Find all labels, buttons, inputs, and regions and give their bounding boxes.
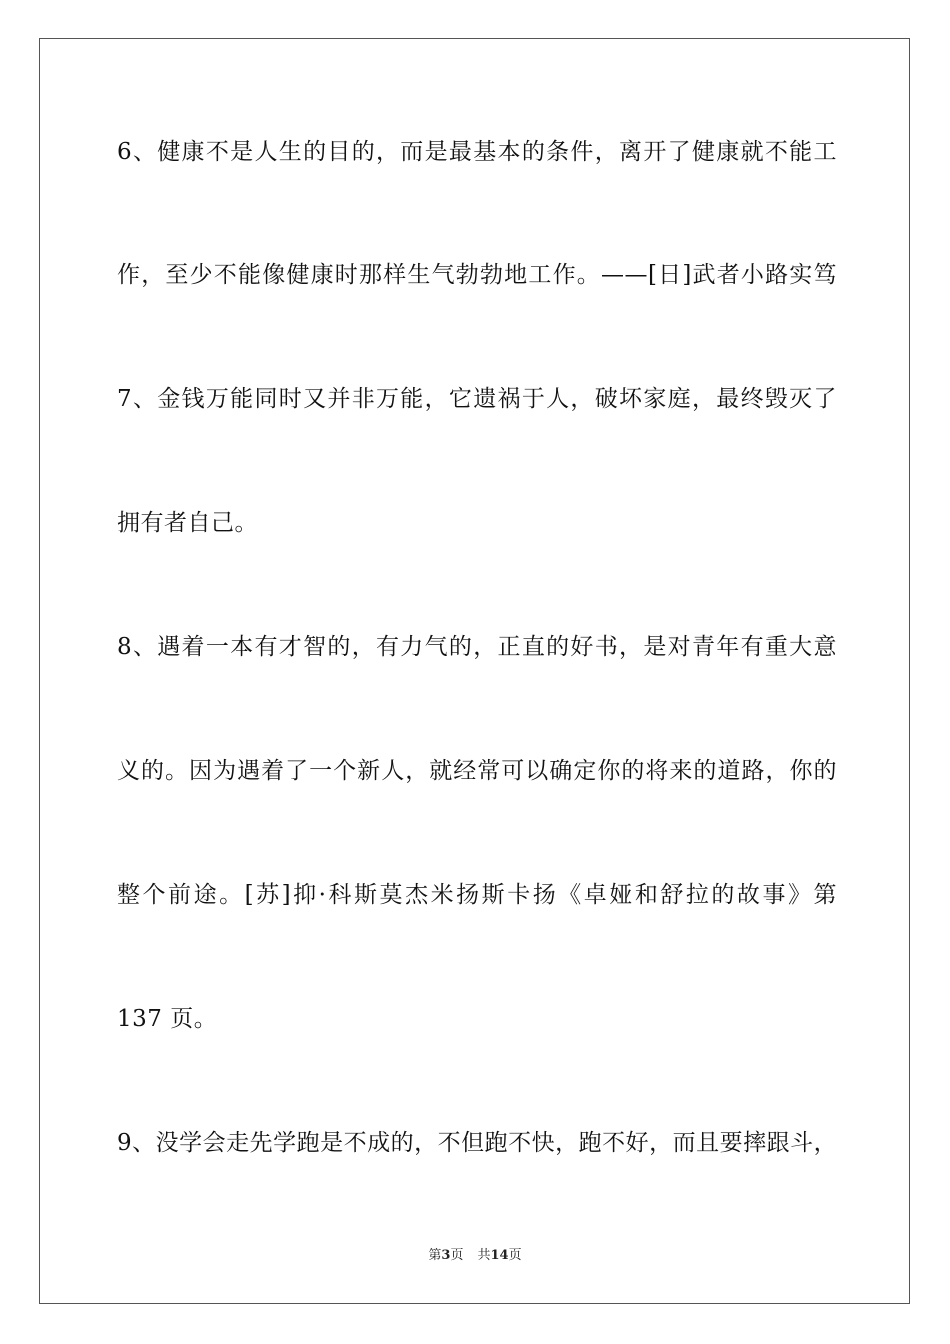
text-line-7: 整个前途。[苏]抑·科斯莫杰米扬斯卡扬《卓娅和舒拉的故事》第 bbox=[117, 882, 837, 908]
total-label-suffix: 页 bbox=[508, 1248, 522, 1263]
text-line-2: 作，至少不能像健康时那样生气勃勃地工作。——[日]武者小路实笃 bbox=[117, 262, 837, 288]
total-page-count: 14 bbox=[490, 1248, 509, 1263]
text-line-9: 9、没学会走先学跑是不成的，不但跑不快，跑不好，而且要摔跟斗， bbox=[117, 1130, 838, 1156]
page-label-suffix: 页 bbox=[450, 1248, 464, 1263]
page-border bbox=[39, 38, 910, 1304]
text-line-1: 6、健康不是人生的目的，而是最基本的条件，离开了健康就不能工 bbox=[117, 139, 837, 165]
text-line-5: 8、遇着一本有才智的，有力气的，正直的好书，是对青年有重大意 bbox=[117, 634, 837, 660]
page-footer bbox=[0, 1247, 950, 1265]
page-label-prefix: 第 bbox=[428, 1248, 442, 1263]
text-line-8: 137 页。 bbox=[117, 1006, 218, 1032]
current-page-number: 3 bbox=[441, 1248, 451, 1263]
text-line-4: 拥有者自己。 bbox=[117, 510, 258, 536]
text-line-6: 义的。因为遇着了一个新人，就经常可以确定你的将来的道路，你的 bbox=[117, 758, 837, 784]
text-line-3: 7、金钱万能同时又并非万能，它遗祸于人，破坏家庭，最终毁灭了 bbox=[117, 386, 837, 412]
total-label-prefix: 共 bbox=[477, 1248, 491, 1263]
